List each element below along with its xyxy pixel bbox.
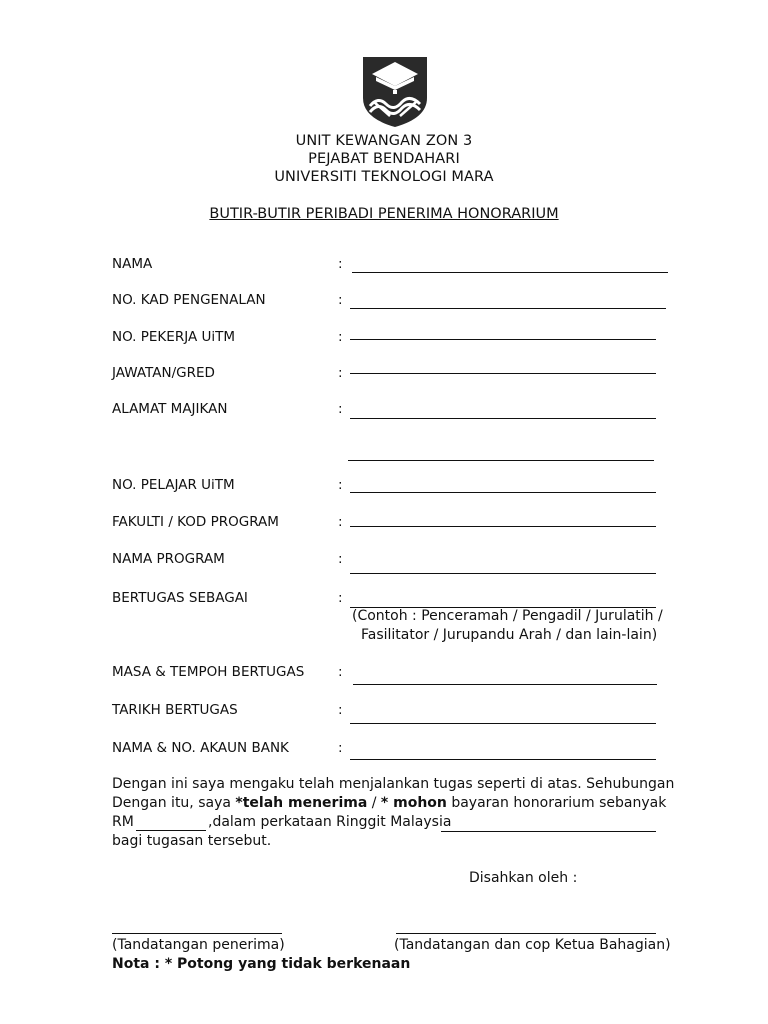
- declaration-text: Dengan itu, saya: [112, 795, 236, 811]
- field-colon: :: [338, 401, 343, 417]
- field-label-tarikh-bertugas: TARIKH BERTUGAS: [112, 702, 238, 718]
- field-colon: :: [338, 256, 343, 272]
- rm-amount-input-line[interactable]: [136, 830, 206, 831]
- field-label-akaun-bank: NAMA & NO. AKAUN BANK: [112, 740, 289, 756]
- akaun-bank-input-line[interactable]: [350, 759, 656, 760]
- field-label-no-pelajar: NO. PELAJAR UiTM: [112, 477, 235, 493]
- nama-program-input-line[interactable]: [350, 573, 656, 574]
- no-pelajar-input-line[interactable]: [350, 492, 656, 493]
- alamat-majikan-input-line-1[interactable]: [350, 418, 656, 419]
- rm-label: RM: [112, 814, 134, 830]
- option-mohon: * mohon: [380, 795, 447, 811]
- alamat-majikan-input-line-2[interactable]: [348, 460, 654, 461]
- field-colon: :: [338, 292, 343, 308]
- note-text: Nota : * Potong yang tidak berkenaan: [112, 956, 411, 972]
- field-colon: :: [338, 477, 343, 493]
- uitm-crest-icon: [362, 56, 428, 128]
- jawatan-gred-input-line[interactable]: [350, 373, 656, 374]
- field-label-kad-pengenalan: NO. KAD PENGENALAN: [112, 292, 266, 308]
- recipient-signature-label: (Tandatangan penerima): [112, 937, 285, 953]
- field-colon: :: [338, 740, 343, 756]
- declaration-line-3: [112, 813, 134, 832]
- declaration-line-4: bagi tugasan tersebut.: [112, 833, 272, 849]
- header-line-2: PEJABAT BENDAHARI: [308, 151, 460, 167]
- field-colon: :: [338, 365, 343, 381]
- recipient-signature-line[interactable]: [112, 933, 282, 934]
- declaration-separator: /: [367, 795, 381, 811]
- field-colon: :: [338, 590, 343, 606]
- ringgit-words-input-line[interactable]: [441, 831, 656, 832]
- head-signature-label: (Tandatangan dan cop Ketua Bahagian): [394, 937, 671, 953]
- declaration-line-1: Dengan ini saya mengaku telah menjalankan tugas seperti di atas. Sehubungan: [112, 776, 675, 792]
- option-telah-menerima: *telah menerima: [235, 795, 368, 811]
- bertugas-example-line-2: Fasilitator / Jurupandu Arah / dan lain-lain): [361, 627, 658, 643]
- field-colon: :: [338, 329, 343, 345]
- fakulti-kod-program-input-line[interactable]: [350, 526, 656, 527]
- header-line-3: UNIVERSITI TEKNOLOGI MARA: [274, 169, 494, 185]
- field-label-no-pekerja: NO. PEKERJA UiTM: [112, 329, 235, 345]
- field-label-masa-tempoh: MASA & TEMPOH BERTUGAS: [112, 664, 305, 680]
- kad-pengenalan-input-line[interactable]: [350, 308, 666, 309]
- field-label-alamat-majikan: ALAMAT MAJIKAN: [112, 401, 228, 417]
- field-colon: :: [338, 514, 343, 530]
- bertugas-example-line-1: (Contoh : Penceramah / Pengadil / Jurulatih /: [352, 608, 663, 624]
- form-title: BUTIR-BUTIR PERIBADI PENERIMA HONORARIUM: [209, 206, 559, 222]
- field-colon: :: [338, 702, 343, 718]
- ringgit-words-label: ,dalam perkataan Ringgit Malaysia: [208, 814, 452, 830]
- tarikh-bertugas-input-line[interactable]: [350, 723, 656, 724]
- declaration-text: bayaran honorarium sebanyak: [446, 795, 667, 811]
- field-label-nama: NAMA: [112, 256, 153, 272]
- field-label-bertugas-sebagai: BERTUGAS SEBAGAI: [112, 590, 248, 606]
- verified-by-label: Disahkan oleh :: [469, 870, 578, 886]
- field-label-fakulti-kod-program: FAKULTI / KOD PROGRAM: [112, 514, 279, 530]
- masa-tempoh-input-line[interactable]: [353, 684, 657, 685]
- field-label-nama-program: NAMA PROGRAM: [112, 551, 225, 567]
- no-pekerja-input-line[interactable]: [350, 339, 656, 340]
- head-signature-line[interactable]: [396, 933, 656, 934]
- header-line-1: UNIT KEWANGAN ZON 3: [295, 133, 473, 149]
- declaration-line-2: [112, 794, 666, 813]
- field-colon: :: [338, 551, 343, 567]
- nama-input-line[interactable]: [352, 272, 668, 273]
- field-label-jawatan-gred: JAWATAN/GRED: [112, 365, 215, 381]
- field-colon: :: [338, 664, 343, 680]
